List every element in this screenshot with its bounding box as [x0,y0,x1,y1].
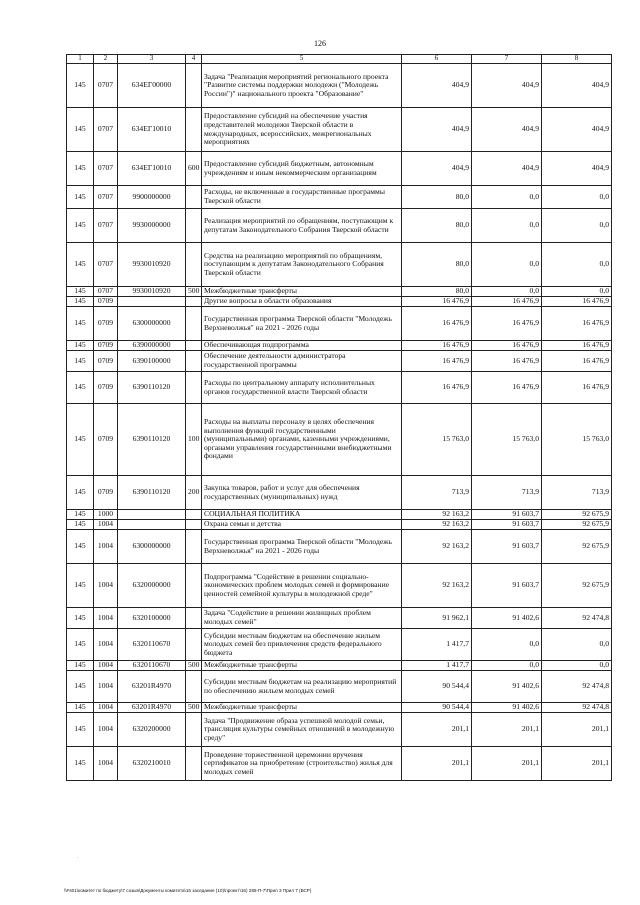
description-cell: Средства на реализацию мероприятий по обращениям, поступающим к депутатам Законодательного Собрания Тверской области [202,243,402,287]
amount-year-2-cell: 404,9 [472,64,542,108]
admin-code-cell: 145 [67,661,94,671]
amount-year-2-cell: 16 476,9 [472,297,542,307]
amount-year-3-cell: 0,0 [542,243,612,287]
page-number: 126 [314,39,326,48]
table-row [67,297,612,307]
expense-type-cell [186,108,202,152]
amount-year-1-cell: 92 163,2 [402,520,472,530]
column-number: 4 [186,55,202,64]
amount-year-2-cell: 0,0 [472,186,542,209]
amount-year-1-cell: 92 163,2 [402,510,472,520]
admin-code-cell: 145 [67,307,94,341]
description-cell: Субсидии местным бюджетам на обеспечение жильем молодых семей без привлечения средств федерального бюджета [202,629,402,661]
target-article-cell: 6320200000 [118,713,186,747]
section-code-cell: 0707 [94,287,118,297]
section-code-cell: 0707 [94,152,118,186]
table-body [67,55,612,781]
column-number: 5 [202,55,402,64]
target-article-cell: 6320110670 [118,661,186,671]
section-code-cell: 1004 [94,608,118,629]
description-cell: Субсидии местным бюджетам на реализацию мероприятий по обеспечению жильем молодых семей [202,671,402,703]
expense-type-cell [186,747,202,781]
section-code-cell: 1004 [94,713,118,747]
target-article-cell: 9900000000 [118,186,186,209]
amount-year-3-cell: 404,9 [542,64,612,108]
section-code-cell: 1004 [94,661,118,671]
amount-year-3-cell: 92 474,8 [542,703,612,713]
admin-code-cell: 145 [67,747,94,781]
table-row [67,608,612,629]
table-row [67,351,612,372]
section-code-cell: 1004 [94,703,118,713]
amount-year-2-cell: 404,9 [472,108,542,152]
admin-code-cell: 145 [67,713,94,747]
amount-year-3-cell: 16 476,9 [542,351,612,372]
amount-year-3-cell: 92 474,8 [542,671,612,703]
amount-year-2-cell: 91 402,6 [472,703,542,713]
admin-code-cell: 145 [67,186,94,209]
amount-year-2-cell: 404,9 [472,152,542,186]
table-row [67,287,612,297]
amount-year-1-cell: 80,0 [402,186,472,209]
amount-year-2-cell: 16 476,9 [472,372,542,404]
amount-year-3-cell: 0,0 [542,661,612,671]
amount-year-1-cell: 201,1 [402,713,472,747]
section-code-cell: 0709 [94,476,118,510]
table-row [67,629,612,661]
expense-type-cell [186,629,202,661]
target-article-cell: 6390110120 [118,372,186,404]
section-code-cell: 0707 [94,209,118,243]
admin-code-cell: 145 [67,152,94,186]
section-code-cell: 0709 [94,297,118,307]
target-article-cell: 634ЕГ10010 [118,108,186,152]
amount-year-2-cell: 91 603,7 [472,564,542,608]
expense-type-cell [186,351,202,372]
amount-year-2-cell: 0,0 [472,629,542,661]
admin-code-cell: 145 [67,297,94,307]
amount-year-1-cell: 404,9 [402,64,472,108]
amount-year-3-cell: 16 476,9 [542,341,612,351]
description-cell: Закупка товаров, работ и услуг для обеспечения государственных (муниципальных) нужд [202,476,402,510]
description-cell: Проведение торжественной церемонии вручения сертификатов на приобретение (строительство) жилья для молодых семей [202,747,402,781]
footer-file-path: \\Fs01\комитет по бюджету\7 созыв\Документы комитета\16 заседание (10)\проект\16) 285-П-7\Прил 3 Прил 7 (ВСР) [64,888,312,893]
table-row [67,747,612,781]
expense-type-cell: 500 [186,703,202,713]
table-row [67,186,612,209]
amount-year-3-cell: 92 675,9 [542,530,612,564]
target-article-cell: 6320110670 [118,629,186,661]
target-article-cell: 63201R4970 [118,671,186,703]
amount-year-3-cell: 16 476,9 [542,307,612,341]
section-code-cell: 1004 [94,530,118,564]
description-cell: Подпрограмма "Содействие в решении социально-экономических проблем молодых семей и формирование ценностей семейной культуры в молодежной среде" [202,564,402,608]
section-code-cell: 1004 [94,564,118,608]
amount-year-3-cell: 201,1 [542,713,612,747]
description-cell: Расходы по центральному аппарату исполнительных органов государственной власти Тверской области [202,372,402,404]
amount-year-2-cell: 0,0 [472,287,542,297]
table-row [67,341,612,351]
admin-code-cell: 145 [67,510,94,520]
amount-year-3-cell: 16 476,9 [542,372,612,404]
amount-year-1-cell: 91 962,1 [402,608,472,629]
amount-year-3-cell: 201,1 [542,747,612,781]
target-article-cell [118,297,186,307]
target-article-cell: 9930010920 [118,243,186,287]
expense-type-cell [186,243,202,287]
description-cell: Расходы, не включенные в государственные программы Тверской области [202,186,402,209]
expense-type-cell [186,520,202,530]
amount-year-2-cell: 16 476,9 [472,341,542,351]
description-cell: Государственная программа Тверской области "Молодежь Верхневолжья" на 2021 - 2026 годы [202,530,402,564]
expense-type-cell [186,209,202,243]
admin-code-cell: 145 [67,64,94,108]
target-article-cell: 6320000000 [118,564,186,608]
expense-type-cell [186,671,202,703]
table-row [67,530,612,564]
amount-year-1-cell: 80,0 [402,243,472,287]
admin-code-cell: 145 [67,671,94,703]
column-number: 3 [118,55,186,64]
amount-year-3-cell: 0,0 [542,629,612,661]
admin-code-cell: 145 [67,629,94,661]
table-row [67,671,612,703]
target-article-cell: 6390110120 [118,476,186,510]
table-row [67,108,612,152]
amount-year-2-cell: 0,0 [472,243,542,287]
admin-code-cell: 145 [67,341,94,351]
description-cell: Задача "Реализация мероприятий регионального проекта "Развитие системы поддержки молодежи ("Молодежь России")" национального проекта "Образование" [202,64,402,108]
admin-code-cell: 145 [67,404,94,476]
table-row [67,404,612,476]
table-row [67,713,612,747]
description-cell: СОЦИАЛЬНАЯ ПОЛИТИКА [202,510,402,520]
amount-year-3-cell: 404,9 [542,152,612,186]
section-code-cell: 1004 [94,671,118,703]
target-article-cell: 6300000000 [118,307,186,341]
expense-type-cell: 100 [186,404,202,476]
target-article-cell: 6390100000 [118,351,186,372]
section-code-cell: 0707 [94,186,118,209]
amount-year-1-cell: 90 544,4 [402,703,472,713]
expense-type-cell: 500 [186,287,202,297]
amount-year-3-cell: 15 763,0 [542,404,612,476]
description-cell: Предоставление субсидий бюджетным, автономным учреждениям и иным некоммерческим организациям [202,152,402,186]
expense-type-cell [186,510,202,520]
target-article-cell: 6390000000 [118,341,186,351]
amount-year-1-cell: 92 163,2 [402,530,472,564]
amount-year-2-cell: 201,1 [472,747,542,781]
admin-code-cell: 145 [67,108,94,152]
expense-type-cell [186,530,202,564]
table-row [67,307,612,341]
column-number: 8 [542,55,612,64]
amount-year-2-cell: 16 476,9 [472,307,542,341]
expense-type-cell [186,564,202,608]
description-cell: Межбюджетные трансферты [202,661,402,671]
amount-year-3-cell: 0,0 [542,186,612,209]
amount-year-1-cell: 201,1 [402,747,472,781]
description-cell: Охрана семьи и детства [202,520,402,530]
table-row [67,152,612,186]
amount-year-1-cell: 15 763,0 [402,404,472,476]
section-code-cell: 0709 [94,404,118,476]
expense-type-cell [186,608,202,629]
amount-year-2-cell: 16 476,9 [472,351,542,372]
table-row [67,564,612,608]
description-cell: Расходы на выплаты персоналу в целях обеспечения выполнения функций государственными (муниципальными) органами, казенными учреждениями, органами управления государственными внебюджетными фондами [202,404,402,476]
target-article-cell: 6300000000 [118,530,186,564]
description-cell: Межбюджетные трансферты [202,287,402,297]
expense-type-cell: 200 [186,476,202,510]
admin-code-cell: 145 [67,530,94,564]
admin-code-cell: 145 [67,372,94,404]
expense-type-cell: 600 [186,152,202,186]
amount-year-3-cell: 713,9 [542,476,612,510]
description-cell: Межбюджетные трансферты [202,703,402,713]
section-code-cell: 0709 [94,372,118,404]
table-row [67,520,612,530]
admin-code-cell: 145 [67,703,94,713]
amount-year-1-cell: 16 476,9 [402,341,472,351]
expense-type-cell [186,307,202,341]
column-number: 6 [402,55,472,64]
amount-year-3-cell: 92 474,8 [542,608,612,629]
target-article-cell: 6390110120 [118,404,186,476]
column-number: 2 [94,55,118,64]
admin-code-cell: 145 [67,209,94,243]
section-code-cell: 0709 [94,341,118,351]
budget-table [66,54,612,781]
admin-code-cell: 145 [67,564,94,608]
amount-year-1-cell: 80,0 [402,287,472,297]
amount-year-1-cell: 16 476,9 [402,351,472,372]
amount-year-1-cell: 16 476,9 [402,372,472,404]
admin-code-cell: 145 [67,243,94,287]
description-cell: Другие вопросы в области образования [202,297,402,307]
description-cell: Предоставление субсидий на обеспечение участия представителей молодежи Тверской области в международных, всероссийских, межрегиональных мероприятиях [202,108,402,152]
amount-year-1-cell: 404,9 [402,152,472,186]
amount-year-3-cell: 92 675,9 [542,564,612,608]
amount-year-2-cell: 0,0 [472,661,542,671]
amount-year-1-cell: 16 476,9 [402,297,472,307]
scan-mark: · [77,856,79,861]
section-code-cell: 1000 [94,510,118,520]
amount-year-1-cell: 713,9 [402,476,472,510]
table-row [67,661,612,671]
table-row [67,209,612,243]
expense-type-cell [186,341,202,351]
description-cell: Обеспечение деятельности администратора государственной программы [202,351,402,372]
expense-type-cell: 500 [186,661,202,671]
admin-code-cell: 145 [67,287,94,297]
target-article-cell: 9930000000 [118,209,186,243]
section-code-cell: 0709 [94,307,118,341]
table-row [67,64,612,108]
section-code-cell: 0709 [94,351,118,372]
admin-code-cell: 145 [67,520,94,530]
amount-year-3-cell: 92 675,9 [542,520,612,530]
target-article-cell: 634ЕГ00000 [118,64,186,108]
amount-year-1-cell: 1 417,7 [402,661,472,671]
description-cell: Реализация мероприятий по обращениям, поступающим к депутатам Законодательного Собрания Тверской области [202,209,402,243]
section-code-cell: 1004 [94,520,118,530]
amount-year-2-cell: 0,0 [472,209,542,243]
amount-year-2-cell: 15 763,0 [472,404,542,476]
target-article-cell: 634ЕГ10010 [118,152,186,186]
amount-year-3-cell: 92 675,9 [542,510,612,520]
expense-type-cell [186,713,202,747]
amount-year-3-cell: 0,0 [542,287,612,297]
amount-year-2-cell: 91 402,6 [472,671,542,703]
table-row [67,703,612,713]
amount-year-1-cell: 1 417,7 [402,629,472,661]
section-code-cell: 1004 [94,747,118,781]
amount-year-1-cell: 404,9 [402,108,472,152]
table-row [67,243,612,287]
description-cell: Задача "Содействие в решении жилищных проблем молодых семей" [202,608,402,629]
column-number-row [67,55,612,64]
column-number: 7 [472,55,542,64]
section-code-cell: 0707 [94,64,118,108]
amount-year-3-cell: 0,0 [542,209,612,243]
target-article-cell: 6320100000 [118,608,186,629]
target-article-cell: 63201R4970 [118,703,186,713]
description-cell: Задача "Продвижение образа успешной молодой семьи, трансляция культуры семейных отношений в молодежную среду" [202,713,402,747]
amount-year-2-cell: 201,1 [472,713,542,747]
admin-code-cell: 145 [67,351,94,372]
description-cell: Государственная программа Тверской области "Молодежь Верхневолжья" на 2021 - 2026 годы [202,307,402,341]
amount-year-1-cell: 92 163,2 [402,564,472,608]
amount-year-3-cell: 404,9 [542,108,612,152]
expense-type-cell [186,372,202,404]
table-row [67,476,612,510]
admin-code-cell: 145 [67,608,94,629]
description-cell: Обеспечивающая подпрограмма [202,341,402,351]
amount-year-2-cell: 91 603,7 [472,510,542,520]
table-row [67,510,612,520]
amount-year-2-cell: 91 402,6 [472,608,542,629]
amount-year-2-cell: 713,9 [472,476,542,510]
target-article-cell [118,520,186,530]
expense-type-cell [186,186,202,209]
amount-year-1-cell: 16 476,9 [402,307,472,341]
section-code-cell: 0707 [94,243,118,287]
admin-code-cell: 145 [67,476,94,510]
amount-year-1-cell: 80,0 [402,209,472,243]
amount-year-2-cell: 91 603,7 [472,520,542,530]
section-code-cell: 1004 [94,629,118,661]
table-row [67,372,612,404]
target-article-cell [118,510,186,520]
column-number: 1 [67,55,94,64]
amount-year-1-cell: 90 544,4 [402,671,472,703]
expense-type-cell [186,297,202,307]
amount-year-3-cell: 16 476,9 [542,297,612,307]
section-code-cell: 0707 [94,108,118,152]
target-article-cell: 9930010920 [118,287,186,297]
amount-year-2-cell: 91 603,7 [472,530,542,564]
target-article-cell: 6320210010 [118,747,186,781]
expense-type-cell [186,64,202,108]
